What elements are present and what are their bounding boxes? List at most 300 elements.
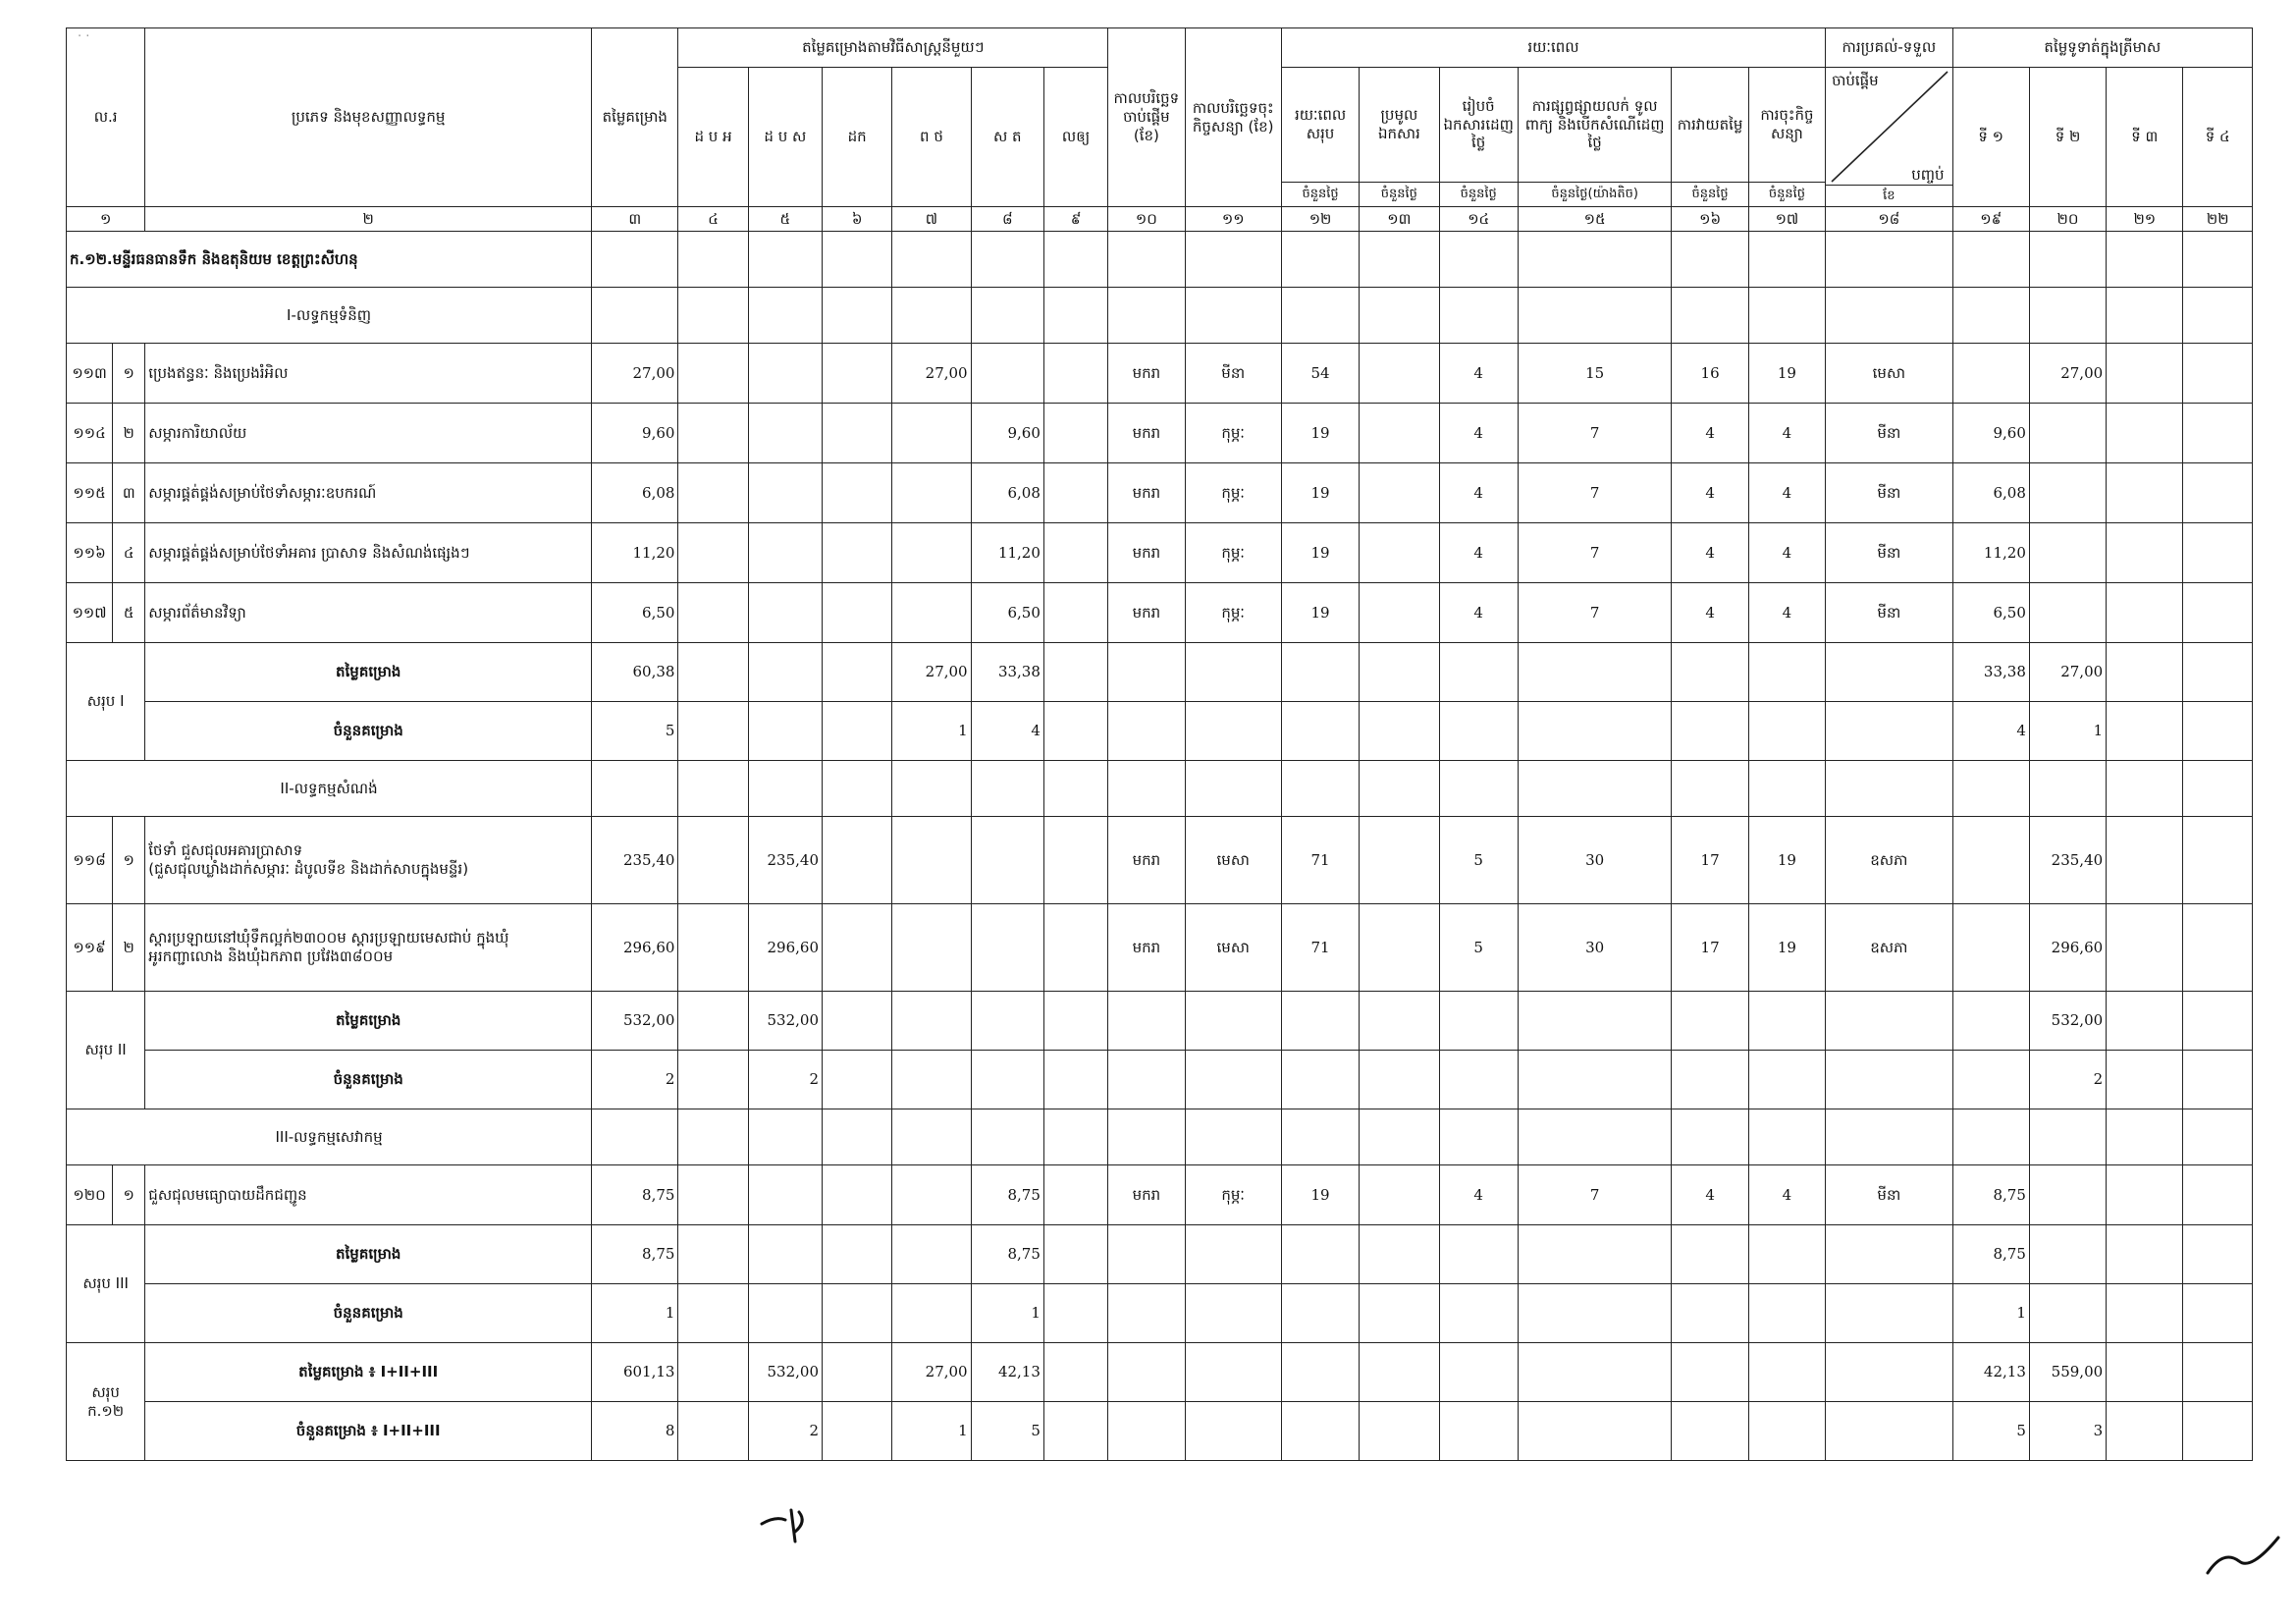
source-value-3 bbox=[823, 904, 892, 992]
source-value-2 bbox=[748, 583, 822, 643]
empty-cell bbox=[2107, 232, 2183, 288]
column-number-7: ៧ bbox=[892, 207, 971, 232]
empty-cell bbox=[1360, 1225, 1439, 1284]
empty-cell bbox=[1281, 702, 1359, 761]
source-value-1 bbox=[678, 817, 748, 904]
empty-cell bbox=[1672, 1109, 1748, 1165]
section-title: II-លទ្ធកម្មសំណង់ bbox=[67, 761, 592, 817]
column-number-4: ៤ bbox=[678, 207, 748, 232]
duration-days-6: 4 bbox=[1748, 523, 1825, 583]
duration-days-3: 4 bbox=[1439, 583, 1518, 643]
empty-cell bbox=[1108, 232, 1185, 288]
duration-days-1: 19 bbox=[1281, 463, 1359, 523]
quarter-value-4 bbox=[2183, 1225, 2253, 1284]
item-id: ១១៥ bbox=[67, 463, 113, 523]
quarter-value-3 bbox=[2107, 1225, 2183, 1284]
source-value-5: 42,13 bbox=[971, 1343, 1043, 1402]
empty-cell bbox=[1826, 1343, 1953, 1402]
empty-cell bbox=[1518, 992, 1672, 1051]
duration-days-6: 4 bbox=[1748, 1165, 1825, 1225]
total-cost-label: តម្លៃគម្រោង bbox=[145, 643, 592, 702]
source-value-2: 532,00 bbox=[748, 992, 822, 1051]
source-value-3 bbox=[823, 992, 892, 1051]
column-number-6: ៦ bbox=[823, 207, 892, 232]
source-value-4: 27,00 bbox=[892, 643, 971, 702]
duration-days-1: 19 bbox=[1281, 583, 1359, 643]
section-total-label: សរុប III bbox=[67, 1225, 145, 1343]
empty-cell bbox=[1748, 1284, 1825, 1343]
empty-cell bbox=[892, 761, 971, 817]
empty-cell bbox=[1826, 1402, 1953, 1461]
empty-cell bbox=[678, 288, 748, 344]
quarter-value-2 bbox=[2029, 523, 2106, 583]
duration-days-2 bbox=[1360, 904, 1439, 992]
empty-cell bbox=[823, 288, 892, 344]
empty-cell bbox=[1360, 1343, 1439, 1402]
empty-cell bbox=[1108, 1402, 1185, 1461]
quarter-value-1: 11,20 bbox=[1952, 523, 2029, 583]
total-cost-label: តម្លៃគម្រោង bbox=[145, 1225, 592, 1284]
empty-cell bbox=[1826, 992, 1953, 1051]
source-value-5: 8,75 bbox=[971, 1165, 1043, 1225]
empty-cell bbox=[2183, 232, 2253, 288]
empty-cell bbox=[1748, 1109, 1825, 1165]
quarter-value-3 bbox=[2107, 344, 2183, 404]
item-number: ៥ bbox=[113, 583, 145, 643]
source-value-1 bbox=[678, 1284, 748, 1343]
source-value-2: 2 bbox=[748, 1051, 822, 1109]
grand-total-cost-row bbox=[67, 1343, 2253, 1402]
empty-cell bbox=[592, 288, 678, 344]
item-id: ១១៣ bbox=[67, 344, 113, 404]
empty-cell bbox=[1439, 1225, 1518, 1284]
empty-cell bbox=[1108, 643, 1185, 702]
header-duration-unit-3: ចំនួនថ្ងៃ bbox=[1439, 183, 1518, 207]
header-duration-col-2: ប្រមូលឯកសារ bbox=[1360, 68, 1439, 183]
quarter-value-1 bbox=[1952, 904, 2029, 992]
empty-cell bbox=[823, 761, 892, 817]
column-number-10: ១០ bbox=[1108, 207, 1185, 232]
quarter-value-1: 9,60 bbox=[1952, 404, 2029, 463]
quarter-value-3 bbox=[2107, 643, 2183, 702]
empty-cell bbox=[1185, 761, 1281, 817]
header-source-4: ព ថ bbox=[892, 68, 971, 207]
column-number-8: ៨ bbox=[971, 207, 1043, 232]
source-value-6 bbox=[1043, 404, 1107, 463]
duration-days-4: 7 bbox=[1518, 583, 1672, 643]
cost-cell: 60,38 bbox=[592, 643, 678, 702]
quarter-value-4 bbox=[2183, 1165, 2253, 1225]
empty-cell bbox=[1281, 1343, 1359, 1402]
empty-cell bbox=[2029, 288, 2106, 344]
empty-cell bbox=[1672, 1284, 1748, 1343]
duration-days-3: 4 bbox=[1439, 463, 1518, 523]
header-source-6: លឲ្យ bbox=[1043, 68, 1107, 207]
contract-month: កុម្ភៈ bbox=[1185, 523, 1281, 583]
empty-cell bbox=[1043, 288, 1107, 344]
delivery-month: មីនា bbox=[1826, 463, 1953, 523]
empty-cell bbox=[678, 1109, 748, 1165]
duration-days-4: 7 bbox=[1518, 1165, 1672, 1225]
table-row bbox=[67, 344, 2253, 404]
column-number-21: ២១ bbox=[2107, 207, 2183, 232]
source-value-1 bbox=[678, 643, 748, 702]
section-total-count-row bbox=[67, 702, 2253, 761]
cost-cell: 1 bbox=[592, 1284, 678, 1343]
header-duration: រយៈពេល bbox=[1281, 28, 1825, 68]
start-month: មករា bbox=[1108, 523, 1185, 583]
empty-cell bbox=[1360, 1109, 1439, 1165]
source-value-5: 6,08 bbox=[971, 463, 1043, 523]
source-value-1 bbox=[678, 1402, 748, 1461]
source-value-5: 5 bbox=[971, 1402, 1043, 1461]
quarter-value-3 bbox=[2107, 992, 2183, 1051]
empty-cell bbox=[1826, 643, 1953, 702]
duration-days-6: 4 bbox=[1748, 463, 1825, 523]
duration-days-4: 7 bbox=[1518, 523, 1672, 583]
source-value-6 bbox=[1043, 1165, 1107, 1225]
empty-cell bbox=[1043, 761, 1107, 817]
source-value-2 bbox=[748, 404, 822, 463]
empty-cell bbox=[1672, 288, 1748, 344]
source-value-6 bbox=[1043, 643, 1107, 702]
item-name-line-2: អូរកញ្ជាលោង និងឃុំឯកភាព ប្រវែង៣៨០០ម bbox=[148, 947, 394, 965]
empty-cell bbox=[1748, 1343, 1825, 1402]
empty-cell bbox=[1439, 1051, 1518, 1109]
grand-total-label-line-2: ក.១២ bbox=[87, 1401, 125, 1420]
empty-cell bbox=[2107, 1109, 2183, 1165]
empty-cell bbox=[892, 288, 971, 344]
empty-cell bbox=[748, 1109, 822, 1165]
empty-cell bbox=[1281, 761, 1359, 817]
quarter-value-2: 2 bbox=[2029, 1051, 2106, 1109]
cost-cell: 8,75 bbox=[592, 1165, 678, 1225]
empty-cell bbox=[678, 232, 748, 288]
grand-total-label bbox=[67, 1343, 145, 1461]
empty-cell bbox=[1108, 1284, 1185, 1343]
item-number: ៣ bbox=[113, 463, 145, 523]
column-number-9: ៩ bbox=[1043, 207, 1107, 232]
header-announce-period: កាលបរិច្ឆេទចាប់ផ្តើម (ខែ) bbox=[1108, 28, 1185, 207]
item-id: ១១៦ bbox=[67, 523, 113, 583]
header-duration-col-6: ការចុះកិច្ចសន្យា bbox=[1748, 68, 1825, 183]
column-number-18: ១៨ bbox=[1826, 207, 1953, 232]
delivery-unit-label: ខែ bbox=[1826, 185, 1952, 204]
source-value-5: 9,60 bbox=[971, 404, 1043, 463]
source-value-5 bbox=[971, 1051, 1043, 1109]
quarter-value-2 bbox=[2029, 1225, 2106, 1284]
source-value-6 bbox=[1043, 1051, 1107, 1109]
source-value-1 bbox=[678, 463, 748, 523]
quarter-value-1 bbox=[1952, 344, 2029, 404]
duration-days-4: 30 bbox=[1518, 904, 1672, 992]
header-source-2: ដ ប ស bbox=[748, 68, 822, 207]
header-quarter-2: ទី ២ bbox=[2029, 68, 2106, 207]
source-value-2: 532,00 bbox=[748, 1343, 822, 1402]
item-name: សម្ភារផ្គត់ផ្គង់សម្រាប់ថែទាំសម្ភារៈឧបករណ៍ bbox=[145, 463, 592, 523]
column-number-15: ១៥ bbox=[1518, 207, 1672, 232]
section-total-count-row bbox=[67, 1284, 2253, 1343]
empty-cell bbox=[1360, 1284, 1439, 1343]
empty-cell bbox=[1281, 643, 1359, 702]
header-no: ល.រ bbox=[67, 28, 145, 207]
empty-cell bbox=[1952, 288, 2029, 344]
empty-cell bbox=[748, 232, 822, 288]
source-value-1 bbox=[678, 344, 748, 404]
column-number-13: ១៣ bbox=[1360, 207, 1439, 232]
total-cost-label: តម្លៃគម្រោង bbox=[145, 992, 592, 1051]
empty-cell bbox=[892, 232, 971, 288]
empty-cell bbox=[1672, 1051, 1748, 1109]
header-delivery-diagonal bbox=[1826, 68, 1953, 207]
duration-days-1: 19 bbox=[1281, 523, 1359, 583]
empty-cell bbox=[1518, 1343, 1672, 1402]
source-value-4 bbox=[892, 463, 971, 523]
grand-total-count-row bbox=[67, 1402, 2253, 1461]
empty-cell bbox=[748, 288, 822, 344]
source-value-3 bbox=[823, 1343, 892, 1402]
empty-cell bbox=[1439, 761, 1518, 817]
empty-cell bbox=[1952, 1109, 2029, 1165]
empty-cell bbox=[1952, 761, 2029, 817]
empty-cell bbox=[1185, 1225, 1281, 1284]
quarter-value-2: 27,00 bbox=[2029, 344, 2106, 404]
quarter-value-2 bbox=[2029, 404, 2106, 463]
empty-cell bbox=[1108, 1225, 1185, 1284]
section-total-cost-row bbox=[67, 1225, 2253, 1284]
empty-cell bbox=[1826, 232, 1953, 288]
item-number: ៤ bbox=[113, 523, 145, 583]
table-row bbox=[67, 404, 2253, 463]
quarter-value-1: 33,38 bbox=[1952, 643, 2029, 702]
quarter-value-1: 5 bbox=[1952, 1402, 2029, 1461]
empty-cell bbox=[1672, 1343, 1748, 1402]
contract-month: មេសា bbox=[1185, 904, 1281, 992]
empty-cell bbox=[1439, 702, 1518, 761]
grand-cost-label: តម្លៃគម្រោង ៖ I+II+III bbox=[145, 1343, 592, 1402]
item-name-line-1: ថែទាំ ជួសជុលអគារប្រាសាទ bbox=[148, 841, 303, 860]
source-value-4 bbox=[892, 1051, 971, 1109]
quarter-value-4 bbox=[2183, 904, 2253, 992]
quarter-value-2: 3 bbox=[2029, 1402, 2106, 1461]
empty-cell bbox=[592, 232, 678, 288]
empty-cell bbox=[1439, 643, 1518, 702]
column-number-19: ១៩ bbox=[1952, 207, 2029, 232]
source-value-6 bbox=[1043, 1402, 1107, 1461]
empty-cell bbox=[1518, 643, 1672, 702]
empty-cell bbox=[1108, 992, 1185, 1051]
quarter-value-3 bbox=[2107, 404, 2183, 463]
header-row-1 bbox=[67, 28, 2253, 68]
empty-cell bbox=[1439, 288, 1518, 344]
source-value-2 bbox=[748, 643, 822, 702]
procurement-plan-sheet bbox=[66, 27, 2253, 1461]
empty-cell bbox=[1672, 643, 1748, 702]
start-month: មករា bbox=[1108, 817, 1185, 904]
contract-month: មីនា bbox=[1185, 344, 1281, 404]
duration-days-1: 54 bbox=[1281, 344, 1359, 404]
signature-stroke-mark bbox=[2204, 1532, 2282, 1581]
quarter-value-3 bbox=[2107, 523, 2183, 583]
source-value-2 bbox=[748, 523, 822, 583]
quarter-value-1 bbox=[1952, 817, 2029, 904]
empty-cell bbox=[1826, 761, 1953, 817]
column-number-row bbox=[67, 207, 2253, 232]
cost-cell: 235,40 bbox=[592, 817, 678, 904]
empty-cell bbox=[1185, 1284, 1281, 1343]
empty-cell bbox=[1518, 702, 1672, 761]
empty-cell bbox=[1185, 702, 1281, 761]
quarter-value-2: 532,00 bbox=[2029, 992, 2106, 1051]
header-quarter-3: ទី ៣ bbox=[2107, 68, 2183, 207]
empty-cell bbox=[1748, 1402, 1825, 1461]
item-name: សម្ភារការិយាល័យ bbox=[145, 404, 592, 463]
cost-cell: 532,00 bbox=[592, 992, 678, 1051]
empty-cell bbox=[1748, 643, 1825, 702]
duration-days-5: 17 bbox=[1672, 817, 1748, 904]
source-value-1 bbox=[678, 992, 748, 1051]
source-value-6 bbox=[1043, 1284, 1107, 1343]
contract-month: កុម្ភៈ bbox=[1185, 463, 1281, 523]
source-value-4: 1 bbox=[892, 1402, 971, 1461]
source-value-1 bbox=[678, 583, 748, 643]
section-title-row bbox=[67, 761, 2253, 817]
empty-cell bbox=[1185, 992, 1281, 1051]
total-count-label: ចំនួនគម្រោង bbox=[145, 1284, 592, 1343]
quarter-value-4 bbox=[2183, 992, 2253, 1051]
column-number-22: ២២ bbox=[2183, 207, 2253, 232]
item-number: ២ bbox=[113, 404, 145, 463]
column-number-1: ១ bbox=[67, 207, 145, 232]
source-value-6 bbox=[1043, 817, 1107, 904]
quarter-value-1: 8,75 bbox=[1952, 1165, 2029, 1225]
duration-days-1: 19 bbox=[1281, 1165, 1359, 1225]
quarter-value-2: 27,00 bbox=[2029, 643, 2106, 702]
empty-cell bbox=[1185, 1109, 1281, 1165]
header-duration-unit-1: ចំនួនថ្ងៃ bbox=[1281, 183, 1359, 207]
source-value-3 bbox=[823, 344, 892, 404]
cost-cell: 6,08 bbox=[592, 463, 678, 523]
delivery-month: ឧសភា bbox=[1826, 904, 1953, 992]
section-total-label: សរុប I bbox=[67, 643, 145, 761]
section-title: I-លទ្ធកម្មទំនិញ bbox=[67, 288, 592, 344]
section-title: III-លទ្ធកម្មសេវាកម្ម bbox=[67, 1109, 592, 1165]
empty-cell bbox=[1108, 288, 1185, 344]
source-value-4 bbox=[892, 1225, 971, 1284]
source-value-3 bbox=[823, 523, 892, 583]
quarter-value-2 bbox=[2029, 583, 2106, 643]
duration-days-1: 71 bbox=[1281, 817, 1359, 904]
empty-cell bbox=[1360, 232, 1439, 288]
header-duration-col-3: រៀបចំឯកសារដេញថ្លៃ bbox=[1439, 68, 1518, 183]
empty-cell bbox=[1518, 1284, 1672, 1343]
source-value-3 bbox=[823, 1051, 892, 1109]
source-value-4 bbox=[892, 523, 971, 583]
empty-cell bbox=[1826, 288, 1953, 344]
source-value-2: 296,60 bbox=[748, 904, 822, 992]
source-value-6 bbox=[1043, 904, 1107, 992]
source-value-2 bbox=[748, 1284, 822, 1343]
quarter-value-4 bbox=[2183, 702, 2253, 761]
section-title-row bbox=[67, 1109, 2253, 1165]
start-month: មករា bbox=[1108, 463, 1185, 523]
start-month: មករា bbox=[1108, 404, 1185, 463]
duration-days-3: 4 bbox=[1439, 523, 1518, 583]
source-value-1 bbox=[678, 1225, 748, 1284]
empty-cell bbox=[2183, 761, 2253, 817]
source-value-6 bbox=[1043, 702, 1107, 761]
empty-cell bbox=[1748, 992, 1825, 1051]
empty-cell bbox=[1108, 702, 1185, 761]
quarter-value-3 bbox=[2107, 702, 2183, 761]
source-value-5: 1 bbox=[971, 1284, 1043, 1343]
source-value-6 bbox=[1043, 583, 1107, 643]
procurement-table bbox=[66, 27, 2253, 1461]
empty-cell bbox=[2029, 232, 2106, 288]
source-value-3 bbox=[823, 1284, 892, 1343]
duration-days-2 bbox=[1360, 344, 1439, 404]
empty-cell bbox=[1360, 702, 1439, 761]
empty-cell bbox=[1360, 288, 1439, 344]
empty-cell bbox=[1672, 1402, 1748, 1461]
column-number-11: ១១ bbox=[1185, 207, 1281, 232]
empty-cell bbox=[1281, 1402, 1359, 1461]
delivery-month: មេសា bbox=[1826, 344, 1953, 404]
empty-cell bbox=[1043, 1109, 1107, 1165]
empty-cell bbox=[592, 1109, 678, 1165]
source-value-1 bbox=[678, 1343, 748, 1402]
table-row bbox=[67, 904, 2253, 992]
empty-cell bbox=[1748, 1051, 1825, 1109]
quarter-value-4 bbox=[2183, 643, 2253, 702]
duration-days-2 bbox=[1360, 404, 1439, 463]
source-value-1 bbox=[678, 1051, 748, 1109]
source-value-3 bbox=[823, 1402, 892, 1461]
quarter-value-4 bbox=[2183, 1051, 2253, 1109]
empty-cell bbox=[1185, 1051, 1281, 1109]
agency-row bbox=[67, 232, 2253, 288]
duration-days-2 bbox=[1360, 583, 1439, 643]
empty-cell bbox=[2107, 288, 2183, 344]
quarter-value-2: 1 bbox=[2029, 702, 2106, 761]
item-number: ១ bbox=[113, 344, 145, 404]
source-value-1 bbox=[678, 904, 748, 992]
source-value-3 bbox=[823, 463, 892, 523]
empty-cell bbox=[1748, 761, 1825, 817]
source-value-1 bbox=[678, 1165, 748, 1225]
start-month: មករា bbox=[1108, 1165, 1185, 1225]
delivery-month: មីនា bbox=[1826, 523, 1953, 583]
empty-cell bbox=[1672, 992, 1748, 1051]
quarter-value-1: 42,13 bbox=[1952, 1343, 2029, 1402]
header-cost: តម្លៃគម្រោង bbox=[592, 28, 678, 207]
initial-signature-mark bbox=[756, 1502, 815, 1551]
quarter-value-3 bbox=[2107, 1402, 2183, 1461]
source-value-4: 1 bbox=[892, 702, 971, 761]
quarter-value-1: 8,75 bbox=[1952, 1225, 2029, 1284]
empty-cell bbox=[971, 761, 1043, 817]
item-number: ១ bbox=[113, 817, 145, 904]
header-duration-unit-4: ចំនួនថ្ងៃ(យ៉ាងតិច) bbox=[1518, 183, 1672, 207]
source-value-4 bbox=[892, 904, 971, 992]
quarter-value-2 bbox=[2029, 1284, 2106, 1343]
contract-month: កុម្ភៈ bbox=[1185, 583, 1281, 643]
header-by-source: តម្លៃគម្រោងតាមវិធីសាស្ត្រនីមួយៗ bbox=[678, 28, 1108, 68]
quarter-value-1: 1 bbox=[1952, 1284, 2029, 1343]
source-value-6 bbox=[1043, 1225, 1107, 1284]
table-row bbox=[67, 817, 2253, 904]
contract-month: មេសា bbox=[1185, 817, 1281, 904]
